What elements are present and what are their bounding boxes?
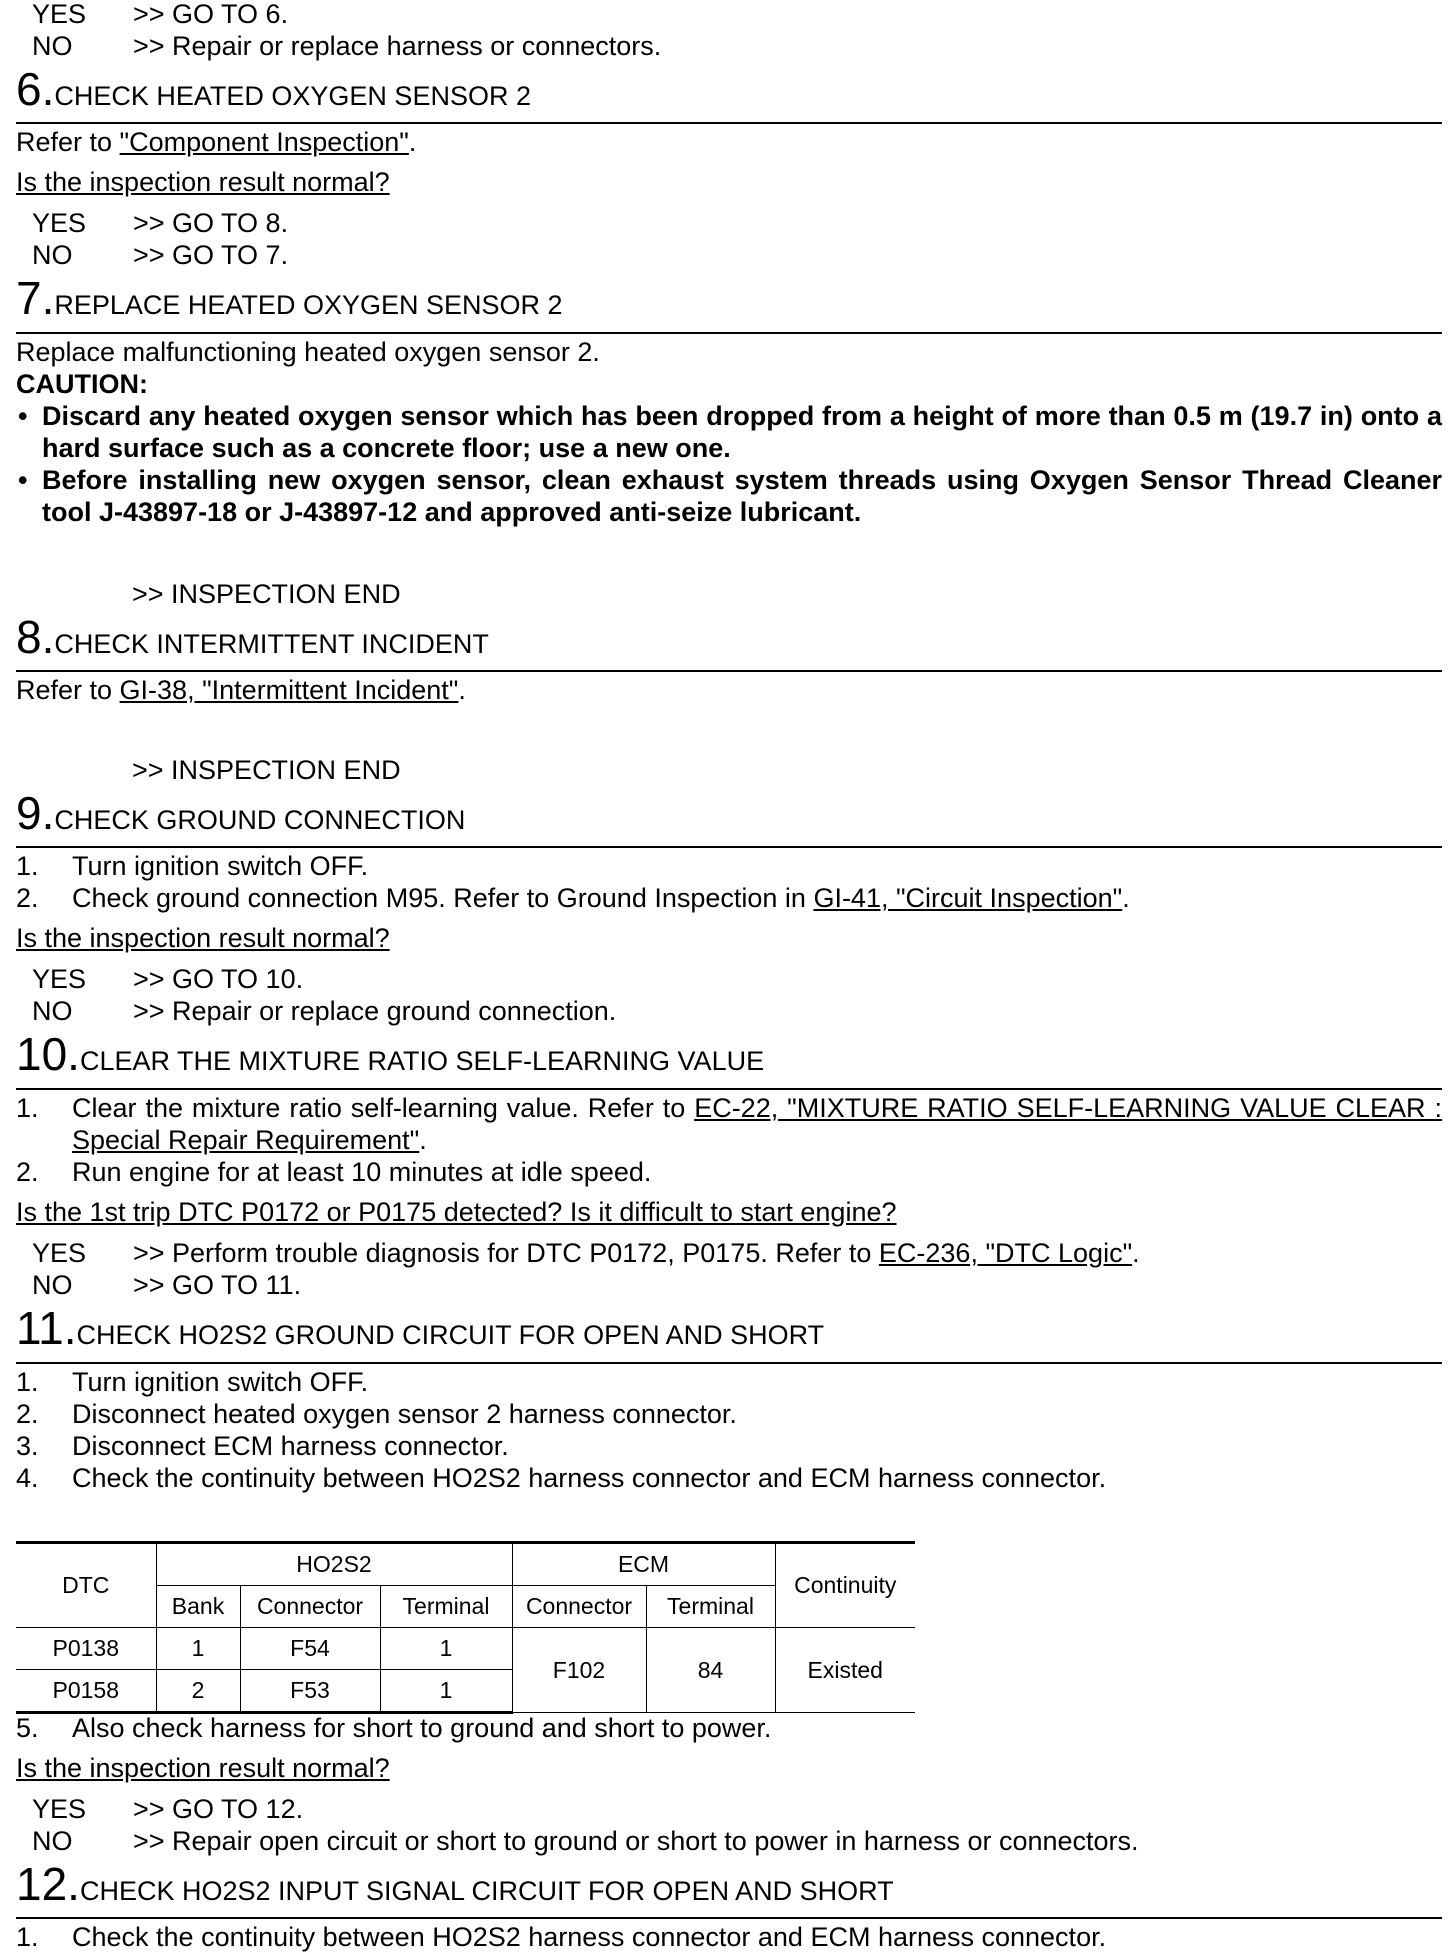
answer-no: NO >> Repair or replace ground connection. xyxy=(32,996,617,1026)
header-ecm-connector: Connector xyxy=(512,1586,646,1628)
table-row xyxy=(16,1628,915,1670)
answer-yes: YES >> GO TO 12. xyxy=(32,1794,304,1824)
divider xyxy=(16,1088,1442,1090)
step-10-question: Is the 1st trip DTC P0172 or P0175 detected? Is it difficult to start engine? xyxy=(16,1197,897,1227)
list-item: 4. Check the continuity between HO2S2 harness connector and ECM harness connector. xyxy=(16,1463,1107,1493)
step-7-text: Replace malfunctioning heated oxygen sensor 2. xyxy=(16,337,600,367)
step-10-heading: 10.CLEAR THE MIXTURE RATIO SELF-LEARNING VALUE xyxy=(16,1028,765,1080)
cell-terminal: 1 xyxy=(380,1670,512,1713)
list-item: 2. Run engine for at least 10 minutes at idle speed. xyxy=(16,1157,652,1187)
cell-continuity: Existed xyxy=(775,1628,915,1713)
cell-ecm-connector: F102 xyxy=(512,1628,646,1713)
divider xyxy=(16,122,1442,124)
step-9-heading: 9.CHECK GROUND CONNECTION xyxy=(16,787,466,839)
answer-no: NO >> GO TO 7. xyxy=(32,240,289,270)
answer-no: NO >> GO TO 11. xyxy=(32,1270,302,1300)
caution-item: • Before installing new oxygen sensor, clean exhaust system threads using Oxygen Sensor Thread Cleaner tool J-43897-18 or J-43897-12 and approved anti-seize lubricant. xyxy=(18,465,1442,527)
step-8-heading: 8.CHECK INTERMITTENT INCIDENT xyxy=(16,611,489,663)
inspection-end: >> INSPECTION END xyxy=(132,579,401,609)
header-dtc: DTC xyxy=(16,1543,156,1628)
cell-bank: 1 xyxy=(156,1628,240,1670)
list-item: 5. Also check harness for short to ground and short to power. xyxy=(16,1713,772,1743)
step-9-question: Is the inspection result normal? xyxy=(16,923,390,953)
cell-dtc: P0158 xyxy=(16,1670,156,1713)
dtc-logic-link[interactable]: EC-236, "DTC Logic" xyxy=(878,1238,1133,1268)
divider xyxy=(16,1917,1442,1919)
inspection-end: >> INSPECTION END xyxy=(132,755,401,785)
list-item: 1. Clear the mixture ratio self-learning value. Refer to EC-22, "MIXTURE RATIO SELF-LEARNING VALUE CLEAR : Special Repair Requirement". xyxy=(16,1093,1442,1155)
answer-no: NO >> Repair open circuit or short to ground or short to power in harness or connectors. xyxy=(32,1826,1139,1856)
header-ecm: ECM xyxy=(512,1543,775,1586)
step-11-heading: 11.CHECK HO2S2 GROUND CIRCUIT FOR OPEN AND SHORT xyxy=(16,1302,825,1354)
divider xyxy=(16,332,1442,334)
caution-label: CAUTION: xyxy=(16,369,148,399)
list-item: 1. Turn ignition switch OFF. xyxy=(16,851,369,881)
cell-terminal: 1 xyxy=(380,1628,512,1670)
caution-item: • Discard any heated oxygen sensor which has been dropped from a height of more than 0.5 m (19.7 in) onto a hard surface such as a concrete floor; use a new one. xyxy=(18,401,1442,463)
step-6-refer: Refer to "Component Inspection". xyxy=(16,127,417,157)
list-item: 3. Disconnect ECM harness connector. xyxy=(16,1431,509,1461)
header-ho2s2: HO2S2 xyxy=(156,1543,512,1586)
divider xyxy=(16,670,1442,672)
divider xyxy=(16,1362,1442,1364)
answer-yes: YES >> GO TO 6. xyxy=(32,0,289,29)
step-6-heading: 6.CHECK HEATED OXYGEN SENSOR 2 xyxy=(16,63,531,115)
cell-connector: F54 xyxy=(240,1628,380,1670)
list-item: 1. Turn ignition switch OFF. xyxy=(16,1367,369,1397)
component-inspection-link[interactable]: "Component Inspection" xyxy=(119,127,409,157)
answer-yes: YES >> Perform trouble diagnosis for DTC P0172, P0175. Refer to EC-236, "DTC Logic". xyxy=(32,1238,1140,1268)
header-bank: Bank xyxy=(156,1586,240,1628)
cell-connector: F53 xyxy=(240,1670,380,1713)
divider xyxy=(16,846,1442,848)
intermittent-incident-link[interactable]: GI-38, "Intermittent Incident" xyxy=(119,675,459,705)
list-item: 2. Disconnect heated oxygen sensor 2 harness connector. xyxy=(16,1399,737,1429)
step-11-question: Is the inspection result normal? xyxy=(16,1753,390,1783)
cell-bank: 2 xyxy=(156,1670,240,1713)
step-6-question: Is the inspection result normal? xyxy=(16,167,390,197)
header-ecm-terminal: Terminal xyxy=(646,1586,775,1628)
cell-ecm-terminal: 84 xyxy=(646,1628,775,1713)
step-12-heading: 12.CHECK HO2S2 INPUT SIGNAL CIRCUIT FOR OPEN AND SHORT xyxy=(16,1858,894,1910)
step-7-heading: 7.REPLACE HEATED OXYGEN SENSOR 2 xyxy=(16,272,563,324)
step-8-refer: Refer to GI-38, "Intermittent Incident". xyxy=(16,675,466,705)
continuity-table xyxy=(16,1541,915,1714)
header-continuity: Continuity xyxy=(775,1543,915,1628)
cell-dtc: P0138 xyxy=(16,1628,156,1670)
circuit-inspection-link[interactable]: GI-41, "Circuit Inspection" xyxy=(813,883,1123,913)
header-terminal: Terminal xyxy=(380,1586,512,1628)
answer-no: NO >> Repair or replace harness or connectors. xyxy=(32,31,662,61)
mixture-ratio-clear-link[interactable]: EC-22, "MIXTURE RATIO SELF-LEARNING VALUE CLEAR : Special Repair Requirement" xyxy=(72,1093,1442,1155)
answer-yes: YES >> GO TO 10. xyxy=(32,964,304,994)
list-item: 1. Check the continuity between HO2S2 harness connector and ECM harness connector. xyxy=(16,1922,1107,1952)
header-connector: Connector xyxy=(240,1586,380,1628)
answer-yes: YES >> GO TO 8. xyxy=(32,208,289,238)
list-item: 2. Check ground connection M95. Refer to Ground Inspection in GI-41, "Circuit Inspection". xyxy=(16,883,1130,913)
